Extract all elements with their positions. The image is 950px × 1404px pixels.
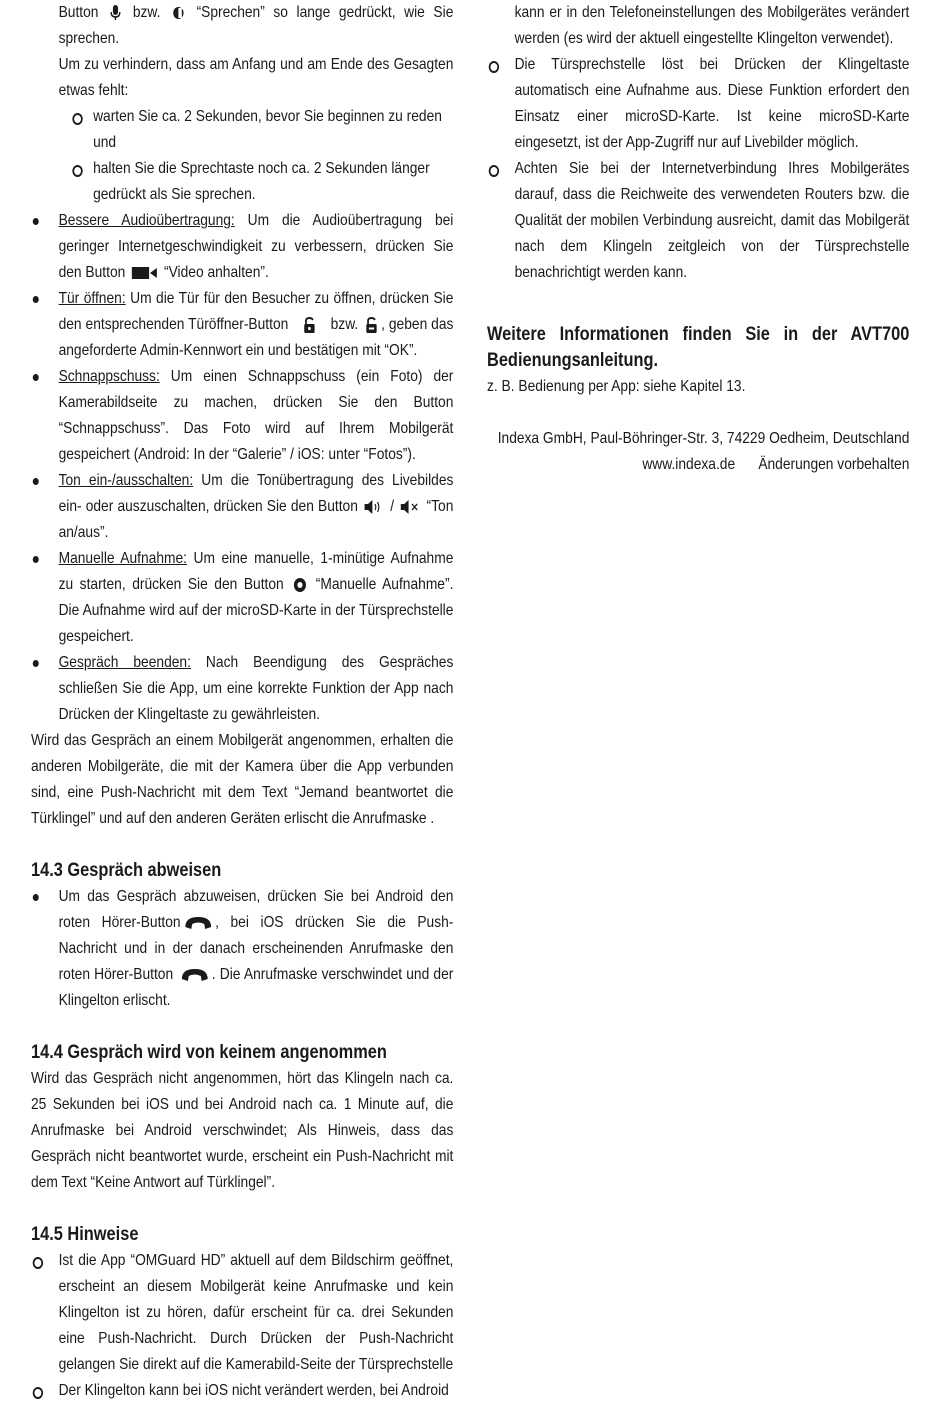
unlock-icon	[303, 317, 317, 333]
website-link[interactable]: www.indexa.de	[642, 456, 736, 473]
text-sprechen: “Sprechen” so lange gedrückt, wie Sie sprechen.	[58, 4, 454, 47]
list-item-snapshot	[31, 364, 453, 468]
list-item-hint-internet	[487, 156, 909, 286]
footer-line	[487, 452, 909, 478]
right-column	[487, 0, 909, 478]
item-text: Ist die App “OMGuard HD” aktuell auf dem Bildschirm geöffnet, erscheint an diesem Mobilgerät keine Anrufmaske und kein Klingelton ist zu hören, dafür erscheint für ca. drei Sekunden eine Push-Nachricht. Durch Drücken der Push-Nachricht gelangen Sie direkt auf die Kamerabild-Seite der Türsprechstelle	[58, 1252, 454, 1373]
section-heading-14-3: 14.3 Gespräch abweisen	[31, 860, 222, 881]
sub-item-text: warten Sie ca. 2 Sekunden, bevor Sie beginnen zu reden und	[93, 108, 442, 151]
list-item-audio	[31, 208, 453, 286]
item-text: Um die Tür für den Besucher zu öffnen, drücken Sie den entsprechenden Türöffner-Button	[58, 290, 454, 333]
section-heading-14-5: 14.5 Hinweise	[31, 1224, 139, 1245]
item-text: Achten Sie bei der Internetverbindung Ihres Mobilgerätes darauf, dass die Reichweite des verwendeten Routers bzw. die Qualität der mobilen Verbindung ausreicht, damit das Mobilgerät nach dem Klingeln zeitgleich von der Türsprechstelle benachrichtigt werden kann.	[514, 160, 910, 281]
item-label: Gespräch beenden:	[58, 654, 191, 671]
changes-reserved: Änderungen vorbehalten	[758, 456, 910, 473]
accepted-paragraph: Wird das Gespräch an einem Mobilgerät angenommen, erhalten die anderen Mobilgeräte, die mit der Kamera über die App verbunden sind, eine Push-Nachricht mit dem Text “Jemand beantwortet die Türklingel” und auf den anderen Geräten erlischt die Anrufmaske .	[31, 732, 454, 827]
sub-item-wait	[31, 104, 453, 156]
more-info-note: Weitere Informationen finden Sie in der AVT700 Bedienungsanleitung.	[487, 324, 910, 371]
record-icon	[293, 577, 307, 593]
speaker-on-icon	[365, 500, 384, 514]
item-text: Um einen Schnappschuss (ein Foto) der Kamerabildseite zu machen, drücken Sie den Button “Schnappschuss”. Das Foto wird auf Ihrem Mobilgerät gespeichert (Android: In der “Galerie” / iOS: unter “Fotos”).	[58, 368, 454, 463]
item-text: , bei iOS drücken Sie die Push-Nachricht und in der danach erscheinenden Anrufmaske den roten Hörer-Button	[58, 914, 454, 983]
list-item-hint-app-open	[31, 1248, 453, 1378]
list-item-record	[31, 546, 453, 650]
list-item-sound	[31, 468, 453, 546]
section-14-4-text: Wird das Gespräch nicht angenommen, hört das Klingeln nach ca. 25 Sekunden bei iOS und bei Android nach ca. 1 Minute auf, die Anrufmaske bei Android verschwindet; Als Hinweis, dass das Gespräch nicht beantwortet wurde, erscheint ein Push-Nachricht mit dem Text “Keine Antwort auf Türklingel”.	[31, 1070, 454, 1191]
item-text: , geben das angeforderte Admin-Kennwort ein und bestätigen mit “OK”.	[58, 316, 454, 359]
list-item-hint-ringtone	[31, 1378, 453, 1404]
list-item-door	[31, 286, 453, 364]
item-label: Manuelle Aufnahme:	[58, 550, 188, 567]
item-text: Der Klingelton kann bei iOS nicht verändert werden, bei Android	[58, 1382, 449, 1399]
microphone-icon	[110, 5, 122, 21]
item-text: Um die Tonübertragung des Livebildes ein- oder auszuschalten, drücken Sie den Button	[58, 472, 454, 515]
ringtone-continuation: kann er in den Telefoneinstellungen des Mobilgerätes verändert werden (es wird der aktuell eingestellte Klingelton verwendet).	[514, 4, 910, 47]
item-text: bzw.	[330, 316, 359, 333]
item-label: Tür öffnen:	[58, 290, 126, 307]
item-text: Die Türsprechstelle löst bei Drücken der Klingeltaste automatisch eine Aufnahme aus. Diese Funktion erfordert den Einsatz einer microSD-Karte. Ist keine microSD-Karte eingesetzt, ist der App-Zugriff nur auf Livebilder möglich.	[514, 56, 910, 151]
item-text: Um das Gespräch abzuweisen, drücken Sie bei Android den roten Hörer-Button	[58, 888, 454, 931]
example-reference: z. B. Bedienung per App: siehe Kapitel 13.	[487, 378, 746, 395]
text-bzw: bzw.	[132, 4, 161, 21]
hang-up-phone-icon	[183, 915, 212, 931]
hang-up-phone-icon	[180, 967, 209, 983]
unlock-alt-icon	[365, 317, 379, 333]
item-text: Um eine manuelle, 1-minütige Aufnahme zu starten, drücken Sie den Button	[58, 550, 454, 593]
list-item-reject	[31, 884, 453, 1014]
list-item-hint-recording	[487, 52, 909, 156]
talk-toggle-icon	[172, 5, 186, 21]
talk-instruction	[31, 0, 453, 52]
section-heading-14-4: 14.4 Gespräch wird von keinem angenommen	[31, 1042, 387, 1063]
speaker-mute-icon	[401, 500, 420, 514]
item-label: Bessere Audioübertragung:	[58, 212, 235, 229]
sub-item-text: halten Sie die Sprechtaste noch ca. 2 Sekunden länger gedrückt als Sie sprechen.	[93, 160, 430, 203]
item-text: /	[390, 498, 395, 515]
text-button: Button	[58, 4, 99, 21]
item-text: Um die Audioübertragung bei geringer Internetgeschwindigkeit zu verbessern, drücken Sie den Button	[58, 212, 454, 281]
left-column	[31, 0, 453, 1404]
item-label: Schnappschuss:	[58, 368, 160, 385]
item-text: . Die Anrufmaske verschwindet und der Klingelton erlischt.	[58, 966, 454, 1009]
company-address: Indexa GmbH, Paul-Böhringer-Str. 3, 74229 Oedheim, Deutschland	[497, 430, 910, 447]
sub-item-hold	[31, 156, 453, 208]
item-text: “Ton an/aus”.	[58, 498, 454, 541]
item-text: Nach Beendigung des Gespräches schließen Sie die App, um eine korrekte Funktion der App nach Drücken der Klingeltaste zu gewährleisten.	[58, 654, 454, 723]
video-camera-icon	[132, 266, 158, 280]
item-text: “Video anhalten”.	[164, 264, 269, 281]
list-item-end-call	[31, 650, 453, 728]
item-text: “Manuelle Aufnahme”. Die Aufnahme wird auf der microSD-Karte in der Türsprechstelle gespeichert.	[58, 576, 454, 645]
item-label: Ton ein-/ausschalten:	[58, 472, 194, 489]
talk-para2: Um zu verhindern, dass am Anfang und am Ende des Gesagten etwas fehlt:	[58, 56, 454, 99]
